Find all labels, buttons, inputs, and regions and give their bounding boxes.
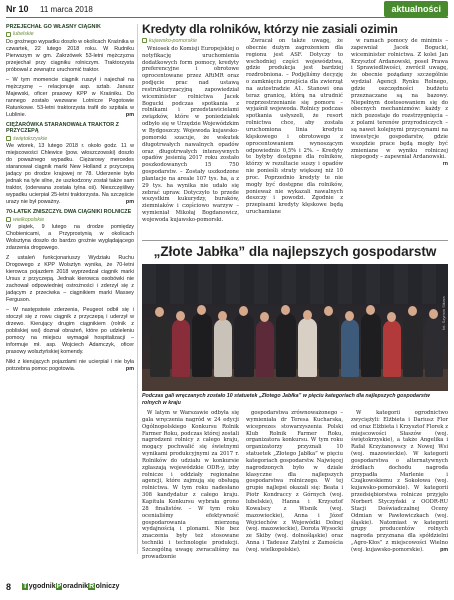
- header-rule: [6, 17, 448, 18]
- photo-person: [192, 313, 212, 377]
- section-label: aktualności: [384, 1, 448, 17]
- photo-backdrop: [142, 264, 448, 304]
- author-signature: pm: [125, 111, 134, 118]
- author-signature: pm: [125, 199, 134, 206]
- award-photo: [142, 264, 448, 391]
- news-heading: 70-LATEK ZNISZCZYŁ DWA CIĄGNIKI ROLNICZE: [6, 209, 132, 216]
- page-footer: [6, 578, 448, 596]
- photo-person: [341, 319, 359, 377]
- article-title: „Złote Jabłka” dla najlepszych gospodarstw: [153, 244, 437, 259]
- news-item: [6, 122, 134, 206]
- article-column: [351, 410, 448, 555]
- news-text: We wtorek, 13 lutego 2018 r. około godz. 11 w miejscowości Chlewice (pow. włoszczowski) doszło do poważnego wypadku. Ciężarowy mercedes staranował ciągnik marki New Holland z przyczepą jadący po drodze krajowej nr 78. Uderzenie było jednak na tyle silne, że uszkodzony został także sam traktor, (oderwana została tylna oś). Nieszczęśliwy wypadku ucierpiał 25-letni traktorzysta. Na szczęście urazy nie był poważny. pm: [6, 143, 134, 206]
- article-text: gospodarstwa zrównoważonego – wymieniała dr Teresa Kucharska, wiceprezes stowarzyszenia Polski Klub Rolnik Farmer Roku, organizatora konkursu. W tym roku organizatorzy przyznali 10 statuetek „Złotego Jabłka” w pięciu kategoriach gospodarstw. Najwięcej nagrodzonych było w dziale klasyczne dla najlepszych gospodarstwa rolniczego. W tej grupie najlepsi okazali się: Beata i Piotr Kondraccy z Górnych (woj. lubelskie), Hanna i Krzysztof Kowalscy z Wisnik (woj. mazowieckie), Anna i Józef Wojciechów z Wojewódki Dolnej (woj. mazowieckie), Dorota Wysocki ze Skiby (woj. dolnośląskie) oraz Anna i Tadeusz Zatylni z Zamościa (woj. wielkopolskie).: [246, 410, 343, 553]
- article-text: W latym w Warszawie odbyła się gala wręczenia nagród w 24 edycji Ogólnopolskiego Konkursu Rolnik Farmer Roku, podczas której zostali nagrodzeni rolnicy z całego kraju, mogący pochwalić się świetnymi wynikami produkcyjnymi za 2017 r. Rolników do udziału w konkursie zgłaszają wojewódzkie ODR-y, izby rolnicze i oddziały regionalne agencji, które zajmują się obsługą rolnictwa. W tym roku nadesłano 308 kandydatur z całego kraju. Kapituła Konkursu wybrała grono 28 finalistów. – W tym roku ocenialiśmy efektywność gospodarowania mierzoną wydajnością i plonami. Nie bez znaczenia były też stosowane techniki i technologie produkcji. Szczególną uwagę zwracaliśmy na prowadzenie: [142, 410, 239, 560]
- photo-person: [256, 320, 274, 377]
- photo-person: [403, 314, 423, 377]
- sidebar-news: [6, 24, 134, 580]
- news-heading: PRZEJECHAŁ GO WŁASNY CIĄGNIK: [6, 24, 101, 30]
- article-column: [142, 410, 239, 562]
- photo-person: [319, 314, 339, 377]
- photo-person: [276, 313, 296, 377]
- region-tag: [6, 217, 134, 223]
- region-label: świętokrzyskie: [13, 135, 48, 142]
- article-column: [246, 38, 343, 217]
- photo-person: [234, 314, 254, 377]
- news-item: [6, 209, 134, 373]
- article-column: [246, 410, 343, 555]
- region-tag: kujawsko-pomorskie: [142, 38, 239, 45]
- article-title: Kredyty dla rolników, którzy nie zasiali ozimin: [142, 22, 398, 36]
- page-header: [0, 0, 454, 20]
- article-column: [351, 38, 448, 168]
- region-tag: [6, 31, 134, 37]
- photo-credit: fot. Szymon Sikora: [441, 296, 446, 330]
- region-icon: [6, 32, 11, 37]
- region-icon: [6, 136, 11, 141]
- photo-person: [150, 315, 170, 377]
- author-signature: pm: [125, 366, 134, 373]
- page-number: 8: [6, 582, 12, 592]
- article-column: [142, 38, 239, 225]
- author-signature: pm: [440, 546, 448, 553]
- author-signature: rn: [442, 161, 448, 168]
- news-text: W piątek, 9 lutego na drodze pomiędzy Chobienicami, a Przyprostynią w okolicach Wolsztyna doszło do bardzo groźnie wyglądającego zdarzenia drogowego.: [6, 224, 134, 252]
- region-tag: [6, 136, 134, 142]
- photo-caption: Podczas gali wręczanych zostało 10 statuetek „Złotego Jabłka” w pięciu kategoriach dla najlepszych gospodarstw rolnych w kraju: [142, 393, 430, 406]
- article-separator: [142, 240, 448, 241]
- region-label: wielkopolskie: [13, 216, 45, 223]
- article-body: [142, 410, 448, 580]
- news-heading: CIĘŻARÓWKA STARANOWAŁA TRAKTOR Z PRZYCZEPĄ: [6, 121, 119, 135]
- news-text: – W tym momencie ciągnik ruszył i najechał na mężczyznę – relacjonuje asp. sztab. Janusz Majewski, oficer prasowy KPP w Kraśniku. Do rannego zostało wezwane Lotnicze Pogotowie Ratunkowe. 53-letni traktorzysta trafił do szpitala w Lublinie. pm: [6, 76, 134, 118]
- news-text: – W następstwie zderzenia, Peugeot odbił się i stoczył się z rowu ciągnik z przyczepą i uderzył w drzewo. Kierujący drugim ciągnikiem (rolnik z pobliskiej wsi) doznał obrażeń, które po udzieleniu pomocy na miejscu wymagał hospitalizacji – informuje mł. asp. Wojciech Adamczyk, oficer prasowy wolsztyńskiej komendy.: [6, 307, 134, 356]
- photo-person: [214, 319, 232, 377]
- news-item: [6, 24, 134, 119]
- photo-person: [383, 320, 401, 377]
- publication-logo: T ygodnikP oradnikR olniczy: [23, 583, 120, 590]
- photo-person: [361, 313, 381, 377]
- region-icon: [142, 38, 147, 43]
- region-icon: [6, 217, 11, 222]
- article-text: Zwracał on także uwagę, że obecnie dużym zagrożeniem dla regionu jest ASF. Dotyczy to wschodniej części województwa, gdzie produkcja jest bardziej rozdrobniona. – Podjęliśmy decyzję o zamknięciu przejścia dla zwierząt na autostradzie A1. Stanowi ona teraz granicę, którą na utrudnić rozprzestrzenianie się pomoru – wyjaśnił wojewoda. Rolnicy podczas spotkania usłyszeli, że resort rolnictwa chce, aby została uruchomiona linia kredytu klęskowego i obrotowego z oprocentowaniem wynoszącym odpowiednio 0,5% i 2%. – Kredyty te byłyby dostępne dla rolników, którzy w rezultacie suszy i opadów nie ponieśli straty większej niż 10 proc. Poprzednio kredyty te nie mogły być dostępne dla rolników, ponieważ nie wykazali nawalnych deszczy i powodzi. Zgodnie z przepisami kredyty klęskowe będą uruchamiane: [246, 38, 343, 216]
- article-text: Wniosek do Komisji Europejskiej o notyfikację uruchomienia dodatkowych form pomocy, kredyty preferencyjne i obrotowe oprocentowane przez ARiMR oraz podjęcie prac nad ustawą restrukturyzacyjną zapowiedział wiceminister rolnictwa Jacek Bogucki podczas spotkania z rolnikami i przedstawicielami związków, które w poniedziałek odbyło się w Urzędzie Wojewódzkim w Bydgoszczy. Wojewoda kujawsko-pomorski szacuje, że wskutek długotrwałych nawalnych opadów oraz długotrwałych intensywnych opadów jesienią 2017 roku zostało poszkodowanych 15 750 gospodarstw. – Zostały uszkodzone plantacje na areale 107 tys. ha, a z 29 tys. ha wynika nie udało się zebrać upraw. Dotyczyło to przede wszystkim kukurydzy, buraków, ziemniaków i częściowo warzyw – wymieniał Mikołaj Bogdanowicz, wojewoda kujawsko-pomorski.: [142, 45, 239, 223]
- issue-date: 11 marca 2018: [40, 4, 93, 14]
- issue-number: Nr 10: [6, 4, 29, 14]
- news-text: Do groźnego wypadku doszło w okolicach Kraśnika w czwartek, 22 lutego 2018 roku. W Rudniku Pierwszym w gm. Zakrzówek 53-letni mężczyzna przejechał przy ciągniku rolniczym. Traktorzysta próbował z zewnątrz uruchomić traktor.: [6, 38, 134, 73]
- article-text: w ramach pomocy de minimis – zapewniał Jacek Bogucki, wiceminister rolnictwa. Z kolei Jan Krzysztof Ardanowski, poseł Prawa i Sprawiedliwości, zwrócił uwagę, że obecnie pożądany szczególnie wydział Agencji Rynku Rolnego, gdzie oszczędności budżetu przeznaczane są na bazowy. Niepełnym dostosowaniem się do obecnych mechanizmów: każdy z nich pozostaje do rozstrzygnięcia – z polami terenów przyrodniczych – są nawet kolejnymi przyczynami na inwestycje gospodarstw, gdzie wszędzie prace będą mogły być zmieniane w wyniku rolniczej niepogody – zapewniał Ardanowski. rn: [351, 38, 448, 168]
- region-label: lubelskie: [13, 31, 34, 38]
- article-text: W kategorii ogrodnictwo zwyciężyli: Elżbieta i Dariusz Flor od oraz Elżbieta i Krzysztof Florek z miejscowości Słaszów (woj. świętokrzyskie), a także Angelika i Rafał Krzyżanowscy z Nowej Wsi (woj. mazowieckie). W kategorii gospodarstwa o alternatywnych źródłach dochodu nagroda przypadła Marlenie i Czajkowskiemu z Sokołowa (woj. kujawsko-pomorskie). W kategorii przedsiębiorstwa rolnicze przyjęło Norbert Styczyński z OODR-RU Stacji Doświadczalnej Oceny Odmian w Pawłowiczkach (woj. śląskie). Natomiast w kategorii grupy producentów rolnych nagroda przyznana dla spółdzielni „Agro-Kłos” z miejscowości Wielno (woj. kujawsko-pomorskie). pm: [351, 410, 448, 553]
- news-text: Z ustaleń funkcjonariuszy Wydziału Ruchu Drogowego z KPP Wolsztyn wynika, że 70-letni kierowca pojazdem 2018 wyprzedzał ciągnik marki Ursus z przyczepą. Jednak kierowca osobówki nie zachował odpowiedniej ostrożności i zderzył się z jadącym z przeciwka – ciągnikiem marki Massey Ferguson.: [6, 255, 134, 304]
- column-divider: [137, 24, 138, 554]
- photo-person: [172, 319, 190, 377]
- article-body: [142, 38, 448, 238]
- photo-person: [298, 318, 317, 377]
- news-text: Nikt z kierujących pojazdami nie ucierpiał i nie była potrzebna pomoc pogotowia. pm: [6, 359, 134, 373]
